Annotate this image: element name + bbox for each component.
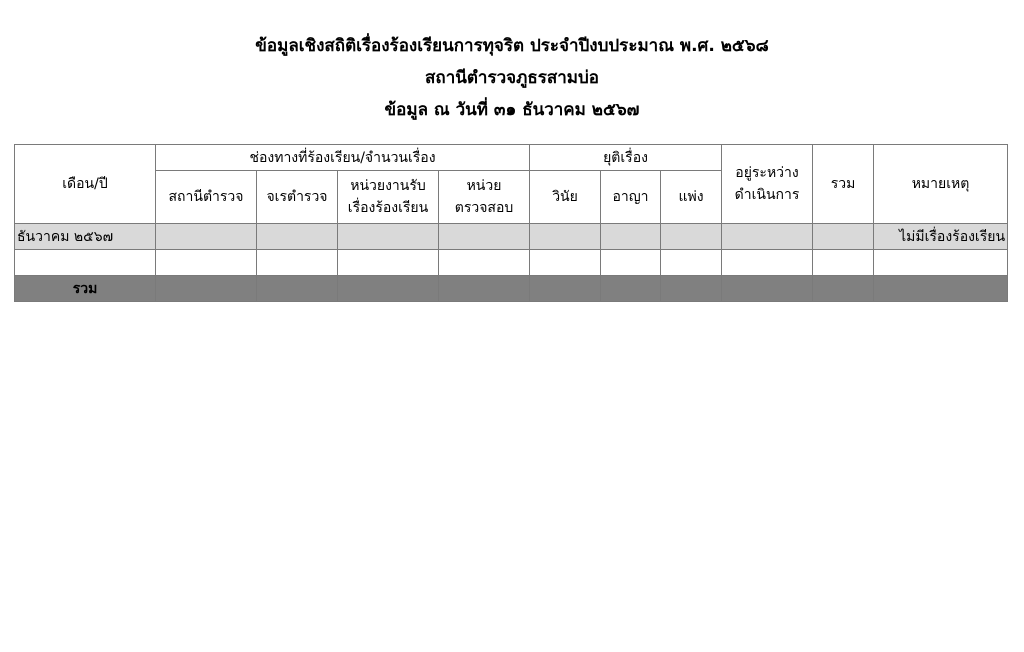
total-cell <box>156 276 257 302</box>
cell-inspection-unit <box>439 224 530 250</box>
cell-receiving-unit <box>338 224 439 250</box>
total-row <box>15 276 1008 302</box>
total-cell <box>338 276 439 302</box>
report-title: ข้อมูลเชิงสถิติเรื่องร้องเรียนการทุจริต ประจำปีงบประมาณ พ.ศ. ๒๕๖๘ <box>255 36 769 56</box>
header-total: รวม <box>813 145 874 224</box>
header-remarks: หมายเหตุ <box>874 145 1008 224</box>
header-pending-line2: ดำเนินการ <box>734 187 800 203</box>
cell-police-talk <box>257 224 338 250</box>
blank-cell <box>15 250 156 276</box>
header-criminal: อาญา <box>601 171 661 224</box>
header-receiving-unit-line2: เรื่องร้องเรียน <box>347 200 429 216</box>
table-row-blank <box>15 250 1008 276</box>
cell-remarks: ไม่มีเรื่องร้องเรียน <box>874 224 1008 250</box>
blank-cell <box>601 250 661 276</box>
total-cell <box>874 276 1008 302</box>
cell-total <box>813 224 874 250</box>
total-cell <box>601 276 661 302</box>
header-month: เดือน/ปี <box>15 145 156 224</box>
cell-month: ธันวาคม ๒๕๖๗ <box>15 224 156 250</box>
header-row-1 <box>15 145 1008 171</box>
total-cell <box>257 276 338 302</box>
header-civil: แพ่ง <box>661 171 722 224</box>
header-receiving-unit <box>338 171 439 224</box>
data-as-of-date: ข้อมูล ณ วันที่ ๓๑ ธันวาคม ๒๕๖๗ <box>384 100 640 120</box>
total-row-label: รวม <box>15 276 156 302</box>
blank-cell <box>439 250 530 276</box>
blank-cell <box>813 250 874 276</box>
blank-cell <box>257 250 338 276</box>
blank-cell <box>530 250 601 276</box>
blank-cell <box>338 250 439 276</box>
table-row <box>15 224 1008 250</box>
cell-criminal <box>601 224 661 250</box>
total-cell <box>661 276 722 302</box>
header-pending-line1: อยู่ระหว่าง <box>735 165 799 181</box>
cell-civil <box>661 224 722 250</box>
cell-station <box>156 224 257 250</box>
cell-pending <box>722 224 813 250</box>
report-header <box>0 30 1024 126</box>
cell-discipline <box>530 224 601 250</box>
header-inspection-unit <box>439 171 530 224</box>
header-discipline: วินัย <box>530 171 601 224</box>
blank-cell <box>874 250 1008 276</box>
blank-cell <box>722 250 813 276</box>
total-cell <box>439 276 530 302</box>
total-cell <box>722 276 813 302</box>
header-pending <box>722 145 813 224</box>
header-resolved-group: ยุติเรื่อง <box>530 145 722 171</box>
header-police-talk: จเรตำรวจ <box>257 171 338 224</box>
header-station: สถานีตำรวจ <box>156 171 257 224</box>
blank-cell <box>661 250 722 276</box>
header-channel-group: ช่องทางที่ร้องเรียน/จำนวนเรื่อง <box>156 145 530 171</box>
header-receiving-unit-line1: หน่วยงานรับ <box>350 178 426 194</box>
blank-cell <box>156 250 257 276</box>
station-name: สถานีตำรวจภูธรสามบ่อ <box>425 68 599 88</box>
header-inspection-unit-line2: ตรวจสอบ <box>454 200 514 216</box>
complaint-statistics-table <box>14 144 1008 302</box>
total-cell <box>530 276 601 302</box>
total-cell <box>813 276 874 302</box>
header-inspection-unit-line1: หน่วย <box>466 178 502 194</box>
